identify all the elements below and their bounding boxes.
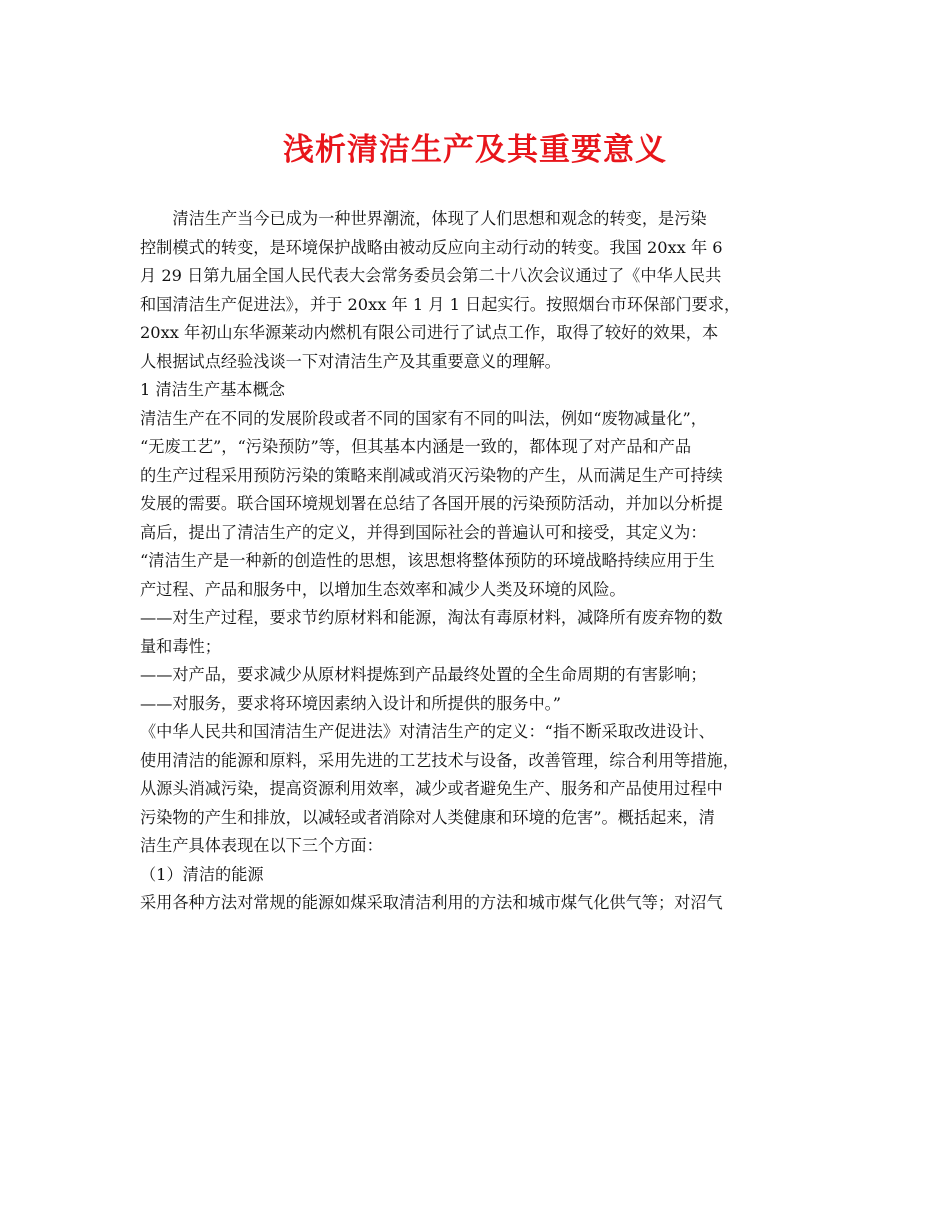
energy-paragraph <box>140 889 816 918</box>
text-line: 产过程、产品和服务中，以增加生态效率和减少人类及环境的风险。 <box>140 579 626 599</box>
text-line: ——对产品，要求减少从原材料提炼到产品最终处置的全生命周期的有害影响； <box>140 665 707 684</box>
text-line: 量和毒性； <box>140 636 221 656</box>
text-line: 月 29 日第九届全国人民代表大会常务委员会第二十八次会议通过了《中华人民共 <box>140 266 722 285</box>
intro-paragraph <box>140 205 816 376</box>
text-line: 清洁生产当今已成为一种世界潮流，体现了人们思想和观念的转变，是污染 <box>172 209 707 228</box>
text-line: 清洁生产在不同的发展阶段或者不同的国家有不同的叫法，例如“废物减量化”， <box>140 408 707 428</box>
text-line: “无废工艺”，“污染预防”等，但其基本内涵是一致的，都体现了对产品和产品 <box>140 437 692 456</box>
text-line: 使用清洁的能源和原料，采用先进的工艺技术与设备，改善管理，综合利用等措施， <box>140 750 739 770</box>
document-body <box>140 205 816 918</box>
dash-item-service <box>140 690 816 719</box>
text-line: 人根据试点经验浅谈一下对清洁生产及其重要意义的理解。 <box>140 351 561 371</box>
section-heading-text: 1 清洁生产基本概念 <box>140 380 285 399</box>
text-line: 控制模式的转变，是环境保护战略由被动反应向主动行动的转变。我国 20xx 年 6 <box>140 237 723 257</box>
concept-paragraph <box>140 405 816 548</box>
text-line: 洁生产具体表现在以下三个方面： <box>140 836 383 855</box>
document-title: 浅析清洁生产及其重要意义 <box>283 132 667 168</box>
law-definition-paragraph <box>140 718 816 861</box>
text-line: ——对生产过程，要求节约原材料和能源，淘汰有毒原材料，减降所有废弃物的数 <box>140 608 723 627</box>
text-line: 20xx 年初山东华源莱动内燃机有限公司进行了试点工作，取得了较好的效果，本 <box>140 323 719 342</box>
definition-quote <box>140 547 816 604</box>
text-line: ——对服务，要求将环境因素纳入设计和所提供的服务中。” <box>140 693 562 713</box>
text-line: 和国清洁生产促进法》，并于 20xx 年 1 月 1 日起实行。按照烟台市环保部门要求， <box>140 294 741 314</box>
dash-item-process <box>140 604 816 661</box>
subheading-clean-energy <box>140 861 816 890</box>
text-line: 发展的需要。联合国环境规划署在总结了各国开展的污染预防活动，并加以分析提 <box>140 494 723 513</box>
text-line: 的生产过程采用预防污染的策略来削减或消灭污染物的产生，从而满足生产可持续 <box>140 465 723 485</box>
text-line: “清洁生产是一种新的创造性的思想，该思想将整体预防的环境战略持续应用于生 <box>140 551 715 570</box>
subheading-text: （1）清洁的能源 <box>140 864 264 884</box>
dash-item-product <box>140 661 816 690</box>
text-line: 污染物的产生和排放，以减轻或者消除对人类健康和环境的危害”。概括起来，清 <box>140 807 715 827</box>
text-line: 从源头消减污染，提高资源利用效率，减少或者避免生产、服务和产品使用过程中 <box>140 779 723 798</box>
text-line: 采用各种方法对常规的能源如煤采取清洁利用的方法和城市煤气化供气等；对沼气 <box>140 893 723 912</box>
text-line: 高后，提出了清洁生产的定义，并得到国际社会的普遍认可和接受，其定义为： <box>140 522 707 542</box>
section-heading <box>140 376 816 405</box>
text-line: 《中华人民共和国清洁生产促进法》对清洁生产的定义：“指不断采取改进设计、 <box>140 722 715 741</box>
